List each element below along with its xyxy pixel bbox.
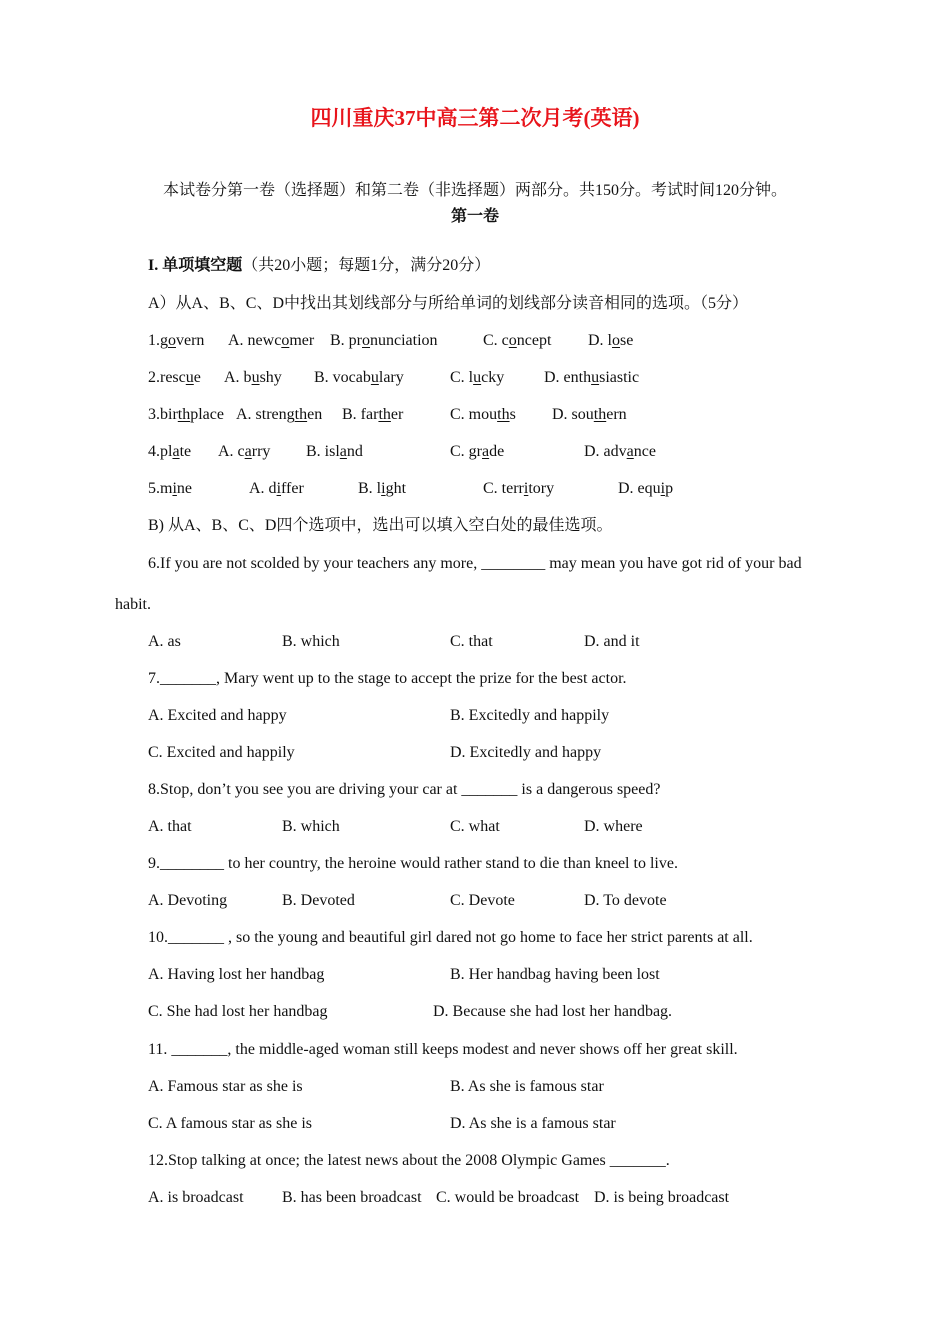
question-11-stem: 11. _______, the middle-aged woman still keeps modest and never shows off her great skill.: [148, 1041, 738, 1058]
option-a: A. newcomer: [228, 332, 315, 349]
option-a: A. differ: [249, 480, 304, 497]
part-b-instruction: B) 从A、B、C、D四个选项中，选出可以填入空白处的最佳选项。: [148, 517, 613, 534]
option-d: D. where: [584, 818, 643, 835]
option-d: D. southern: [552, 406, 627, 423]
option-b: B. which: [282, 818, 340, 835]
question-stem: 4.plate: [148, 443, 192, 460]
question-10-stem: 10._______ , so the young and beautiful girl dared not go home to face her strict parents at all.: [148, 929, 753, 946]
option-a: A. strengthen: [236, 406, 323, 423]
document-title: 四川重庆37中高三第二次月考(英语): [310, 106, 640, 130]
option-b: B. Her handbag having been lost: [450, 966, 660, 983]
option-a: A. that: [148, 818, 192, 835]
option-d: D. Because she had lost her handbag.: [433, 1003, 673, 1020]
option-a: A. carry: [218, 443, 271, 460]
option-a: A. bushy: [224, 369, 282, 386]
option-a: A. Having lost her handbag: [148, 966, 325, 983]
option-b: B. which: [282, 633, 340, 650]
option-b: B. pronunciation: [330, 332, 438, 349]
section-title: I. 单项填空题: [148, 257, 243, 274]
option-a: A. as: [148, 633, 181, 650]
option-d: D. lose: [588, 332, 634, 349]
option-c: C. A famous star as she is: [148, 1115, 312, 1132]
option-b: B. light: [358, 480, 407, 497]
option-b: B. As she is famous star: [450, 1078, 604, 1095]
option-c: C. territory: [483, 480, 555, 497]
option-a: A. is broadcast: [148, 1189, 244, 1206]
option-c: C. that: [450, 633, 493, 650]
question-12-stem: 12.Stop talking at once; the latest news about the 2008 Olympic Games _______.: [148, 1152, 670, 1169]
option-c: C. concept: [483, 332, 552, 349]
option-b: B. has been broadcast: [282, 1189, 422, 1206]
option-d: D. To devote: [584, 892, 667, 909]
option-d: D. Excitedly and happy: [450, 744, 602, 761]
question-stem: 3.birthplace: [148, 406, 224, 423]
question-stem: 2.rescue: [148, 369, 201, 386]
option-b: B. Excitedly and happily: [450, 707, 610, 724]
option-b: B. vocabulary: [314, 369, 404, 386]
part-a-instruction: A）从A、B、C、D中找出其划线部分与所给单词的划线部分读音相同的选项。（5分）: [148, 295, 749, 312]
volume-heading: 第一卷: [450, 208, 499, 225]
question-stem: 1.govern: [148, 332, 205, 349]
option-b: B. farther: [342, 406, 404, 423]
question-7-stem: 7._______, Mary went up to the stage to accept the prize for the best actor.: [148, 670, 627, 687]
option-c: C. Devote: [450, 892, 515, 909]
option-d: D. is being broadcast: [594, 1189, 730, 1206]
option-b: B. island: [306, 443, 363, 460]
option-d: D. enthusiastic: [544, 369, 640, 386]
question-6-stem-continued: habit.: [115, 596, 151, 613]
question-6-stem: 6.If you are not scolded by your teachers any more, ________ may mean you have got rid of your bad: [148, 555, 802, 572]
option-b: B. Devoted: [282, 892, 355, 909]
option-a: A. Excited and happy: [148, 707, 287, 724]
section-note: （共20小题；每题1分，满分20分）: [242, 257, 491, 274]
question-stem: 5.mine: [148, 480, 193, 497]
option-a: A. Famous star as she is: [148, 1078, 303, 1095]
question-9-stem: 9.________ to her country, the heroine would rather stand to die than kneel to live.: [148, 855, 678, 872]
section-heading: [148, 256, 490, 276]
option-d: D. As she is a famous star: [450, 1115, 616, 1132]
option-d: D. advance: [584, 443, 656, 460]
question-8-stem: 8.Stop, don’t you see you are driving your car at _______ is a dangerous speed?: [148, 781, 661, 798]
option-d: D. and it: [584, 633, 640, 650]
option-c: C. grade: [450, 443, 505, 460]
option-c: C. would be broadcast: [436, 1189, 580, 1206]
exam-intro: 本试卷分第一卷（选择题）和第二卷（非选择题）两部分。共150分。考试时间120分钟。: [162, 182, 787, 199]
option-c: C. She had lost her handbag: [148, 1003, 328, 1020]
option-c: C. lucky: [450, 369, 505, 386]
option-d: D. equip: [618, 480, 674, 497]
option-c: C. mouths: [450, 406, 516, 423]
option-c: C. Excited and happily: [148, 744, 295, 761]
option-c: C. what: [450, 818, 500, 835]
option-a: A. Devoting: [148, 892, 228, 909]
